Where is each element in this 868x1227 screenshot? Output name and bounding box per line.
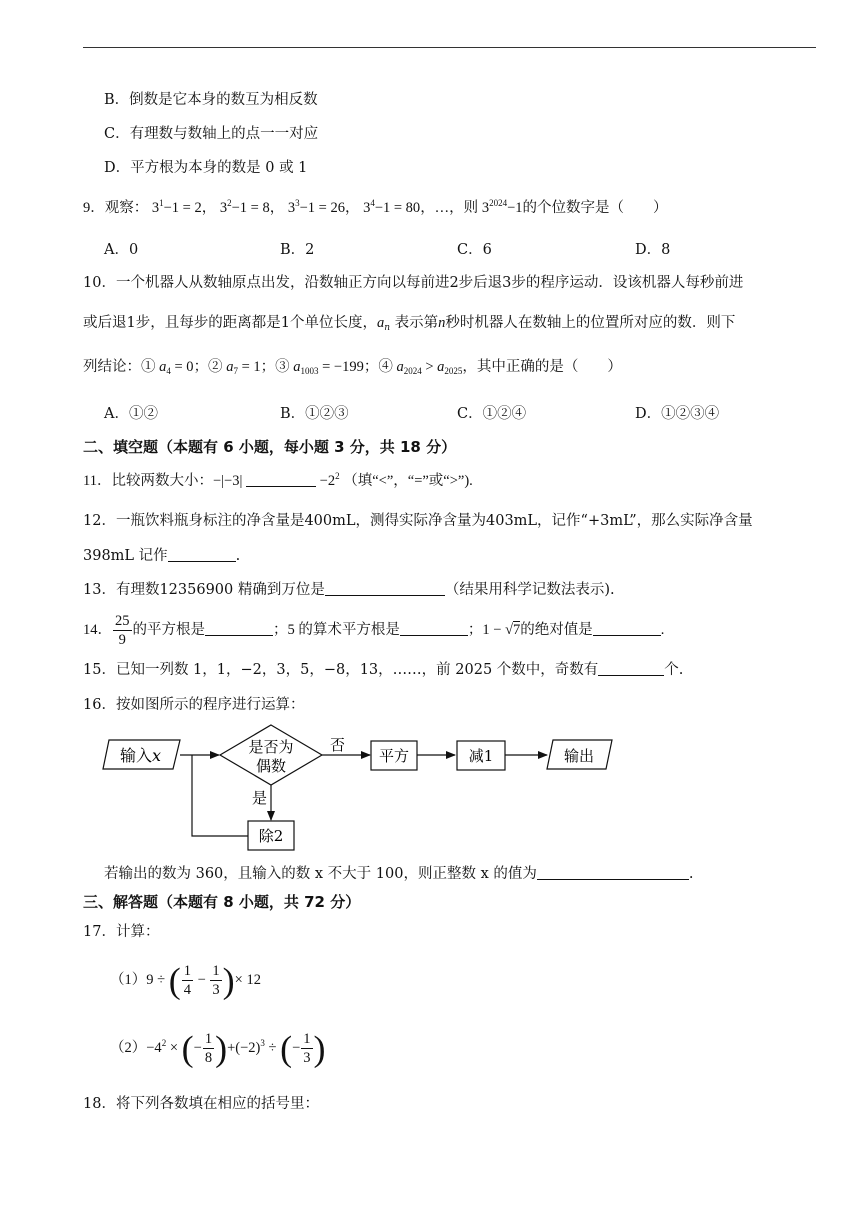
q8-option-b: B．倒数是它本身的数互为相反数 — [104, 92, 318, 108]
flow-minus-label: 减1 — [468, 747, 494, 765]
flow-square-label: 平方 — [378, 747, 410, 765]
q14: 14． $\frac{25}{9}$ 的平方根是 ；5 的算术平方根是 ；1 − √7的绝对值是 . — [83, 613, 665, 649]
q10-line-2: 或后退1步，且每步的距离都是1个单位长度，$a_n$ 表示第n秒时机器人在数轴上的位置所对应的数．则下 — [83, 315, 736, 333]
q9-option-d: D．8 — [635, 242, 671, 258]
q13: 13．有理数12356900 精确到万位是 （结果用科学记数法表示). — [83, 582, 615, 598]
q8-option-d: D．平方根为本身的数是 0 或 1 — [104, 160, 308, 176]
flow-decision-line2: 偶数 — [255, 757, 287, 775]
flow-yes-label: 是 — [252, 789, 268, 807]
q10-option-c: C．①②④ — [457, 406, 527, 422]
flow-divide-label: 除2 — [258, 827, 284, 845]
q10-line-1: 10．一个机器人从数轴原点出发，沿数轴正方向以每前进2步后退3步的程序运动．设该机器人每秒前进 — [83, 275, 744, 291]
q11: 11．比较两数大小：$-|-3| -2^2$ （填“<”，“=”或“>”). — [83, 471, 473, 489]
section-2-heading: 二、填空题（本题有 6 小题，每小题 3 分，共 18 分） — [83, 438, 457, 456]
q16-title: 16．按如图所示的程序进行运算： — [83, 697, 305, 713]
q9-option-c: C．6 — [457, 242, 492, 258]
q17-part-2: $(2)-4^2$ × (− $\frac{1}{8}$ )$+(-2)^3$ ÷ (− $\frac{1}{3}$ ) — [110, 1028, 326, 1069]
q16-condition: 若输出的数为 360，且输入的数 x 不大于 100，则正整数 x 的值为 . — [104, 866, 694, 882]
q12-line-2: 398mL 记作 . — [83, 548, 241, 564]
flow-no-label: 否 — [330, 736, 346, 754]
q10-option-b: B．①②③ — [280, 406, 349, 422]
flow-output-label: 输出 — [563, 747, 595, 765]
q18-title: 18．将下列各数填在相应的括号里： — [83, 1096, 319, 1112]
q9-option-b: B．2 — [280, 242, 315, 258]
q12-line-1: 12．一瓶饮料瓶身标注的净含量是400mL，测得实际净含量为403mL，记作“+3mL”，那么实际净含量 — [83, 513, 753, 529]
q10-option-a: A．①② — [104, 406, 158, 422]
flow-input-label: 输入x — [120, 746, 162, 765]
q14-fraction: $\frac{25}{9}$ — [115, 613, 130, 649]
flow-decision-line1: 是否为 — [248, 738, 294, 756]
q8-option-c: C．有理数与数轴上的点一一对应 — [104, 126, 319, 142]
q15: 15．已知一列数 1，1，−2，3，5，−8，13，……，前 2025 个数中，奇数有 个. — [83, 662, 684, 678]
q10-option-d: D．①②③④ — [635, 406, 720, 422]
q17-title: 17．计算： — [83, 924, 160, 940]
q10-line-3: 列结论：① $a_4 = 0$；② $a_7 = 1$；③ $a_{1003} = -199$；④ $a_{2024} > a_{2025}$，其中正确的是（ ） — [83, 359, 622, 376]
q9-option-a: A．0 — [104, 242, 139, 258]
section-3-heading: 三、解答题（本题有 8 小题，共 72 分） — [83, 893, 361, 911]
q17-part-1: （1）9 ÷ ( $\frac{1}{4}$ − $\frac{1}{3}$ )× 12 — [110, 960, 261, 1001]
q9-stem: 9．观察： $3^1-1 = 2$， $3^2-1 = 8$， $3^3-1 = 26$， $3^4-1 = 80$，…，则 $3^{2024}-1$的个位数字是（ ） — [83, 198, 668, 216]
q16-answer-blank[interactable] — [537, 865, 689, 880]
